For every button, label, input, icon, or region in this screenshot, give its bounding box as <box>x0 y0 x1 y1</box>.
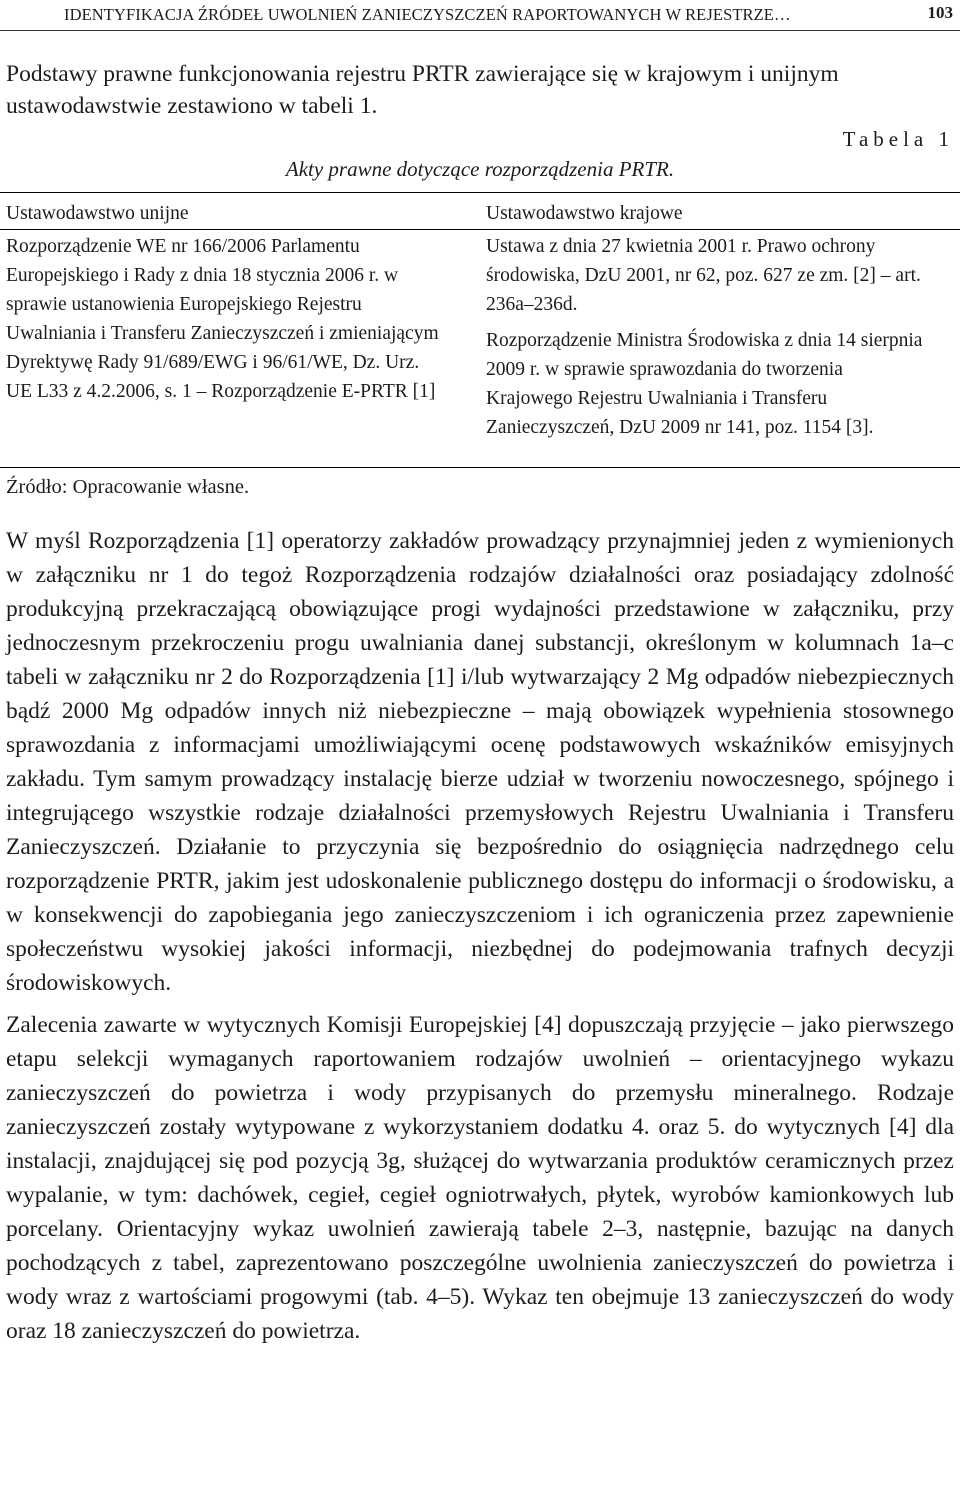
table-top-rule <box>0 192 960 193</box>
body-text <box>6 524 954 1348</box>
table-cell-national-regulation: Rozporządzenie Ministra Środowiska z dnia 14 sierpnia 2009 r. w sprawie sprawozdania do tworzenia Krajowego Rejestru Uwalniania i Transferu Zanieczyszczeń, DzU 2009 nr 141, poz. 1154 [3]. <box>486 330 923 438</box>
table-caption: Akty prawne dotyczące rozporządzenia PRTR. <box>285 157 675 181</box>
table-header-rule <box>0 229 960 230</box>
table-source-note: Źródło: Opracowanie własne. <box>6 476 250 498</box>
page-number: 103 <box>927 3 953 22</box>
table-bottom-rule <box>0 467 960 468</box>
column-header-national: Ustawodawstwo krajowe <box>486 203 683 224</box>
table-cell-eu-regulation: Rozporządzenie WE nr 166/2006 Parlamentu Europejskiego i Rady z dnia 18 stycznia 2006 r. w sprawie ustanowienia Europejskiego Rejestru Uwalniania i Transferu Zanieczyszczeń i zmieniającym Dyrektywę Rady 91/689/EWG i 96/61/WE, Dz. Urz. UE L33 z 4.2.2006, s. 1 – Rozporządzenie E-PRTR [1] <box>6 236 439 402</box>
body-paragraph: W myśl Rozporządzenia [1] operatorzy zakładów prowadzący przynajmniej jeden z wymienionych w załączniku nr 1 do tegoż Rozporządzenia rodzajów działalności oraz posiadający zdolność produkcyjną przekraczającą obowiązujące progi wydajności przedstawione w załączniku, przy jednoczesnym przekroczeniu progu uwalniania danej substancji, określonym w kolumnach 1a–c tabeli w załączniku nr 2 do Rozporządzenia [1] i/lub wytwarzający 2 Mg odpadów niebezpiecznych bądź 2000 Mg odpadów innych niż niebezpieczne – mają obowiązek wypełnienia stosownego sprawozdania z informacjami umożliwiającymi ocenę podstawowych wskaźników emisyjnych zakładu. Tym samym prowadzący instalację bierze udział w tworzeniu nowoczesnego, spójnego i integrującego wszystkie rodzaje działalności przemysłowych Rejestru Uwalniania i Transferu Zanieczyszczeń. Działanie to przyczynia się bezpośrednio do osiągnięcia nadrzędnego celu rozporządzenie PRTR, jakim jest udoskonalenie publicznego dostępu do informacji o środowisku, a w konsekwencji do zapobiegania jego zanieczyszczeniom i ich ograniczenia przez zapewnienie społeczeństwu wysokiej jakości informacji, niezbędnej do podejmowania trafnych decyzji środowiskowych. <box>6 528 954 996</box>
body-paragraph: Zalecenia zawarte w wytycznych Komisji Europejskiej [4] dopuszczają przyjęcie – jako pierwszego etapu selekcji wymaganych raportowaniem rodzajów uwolnień – orientacyjnego wykazu zanieczyszczeń do powietrza i wody przypisanych do przemysłu mineralnego. Rodzaje zanieczyszczeń zostały wytypowane z wykorzystaniem dodatku 4. oraz 5. do wytycznych [4] dla instalacji, znajdującej się pod pozycją 3g, służącej do wytwarzania produktów ceramicznych przez wypalanie, w tym: dachówek, cegieł, cegieł ogniotrwałych, płytek, wyrobów kamionkowych lub porcelany. Orientacyjny wykaz uwolnień zawierają tabele 2–3, następnie, bazując na danych pochodzących z tabel, zaprezentowano poszczególne uwolnienia zanieczyszczeń do powietrza i wody wraz z wartościami progowymi (tab. 4–5). Wykaz ten obejmuje 13 zanieczyszczeń do wody oraz 18 zanieczyszczeń do powietrza. <box>6 1012 954 1344</box>
table-cell-national-act: Ustawa z dnia 27 kwietnia 2001 r. Prawo ochrony środowiska, DzU 2001, nr 62, poz. 627 ze zm. [2] – art. 236a–236d. <box>486 236 921 315</box>
running-header <box>0 0 960 31</box>
running-title: IDENTYFIKACJA ŹRÓDEŁ UWOLNIEŃ ZANIECZYSZCZEŃ RAPORTOWANYCH W REJESTRZE… <box>64 5 791 24</box>
table-label: Tabela 1 <box>842 127 954 151</box>
column-header-eu: Ustawodawstwo unijne <box>6 203 189 224</box>
intro-paragraph: Podstawy prawne funkcjonowania rejestru PRTR zawierające się w krajowym i unijnym ustawodawstwie zestawiono w tabeli 1. <box>6 61 839 119</box>
